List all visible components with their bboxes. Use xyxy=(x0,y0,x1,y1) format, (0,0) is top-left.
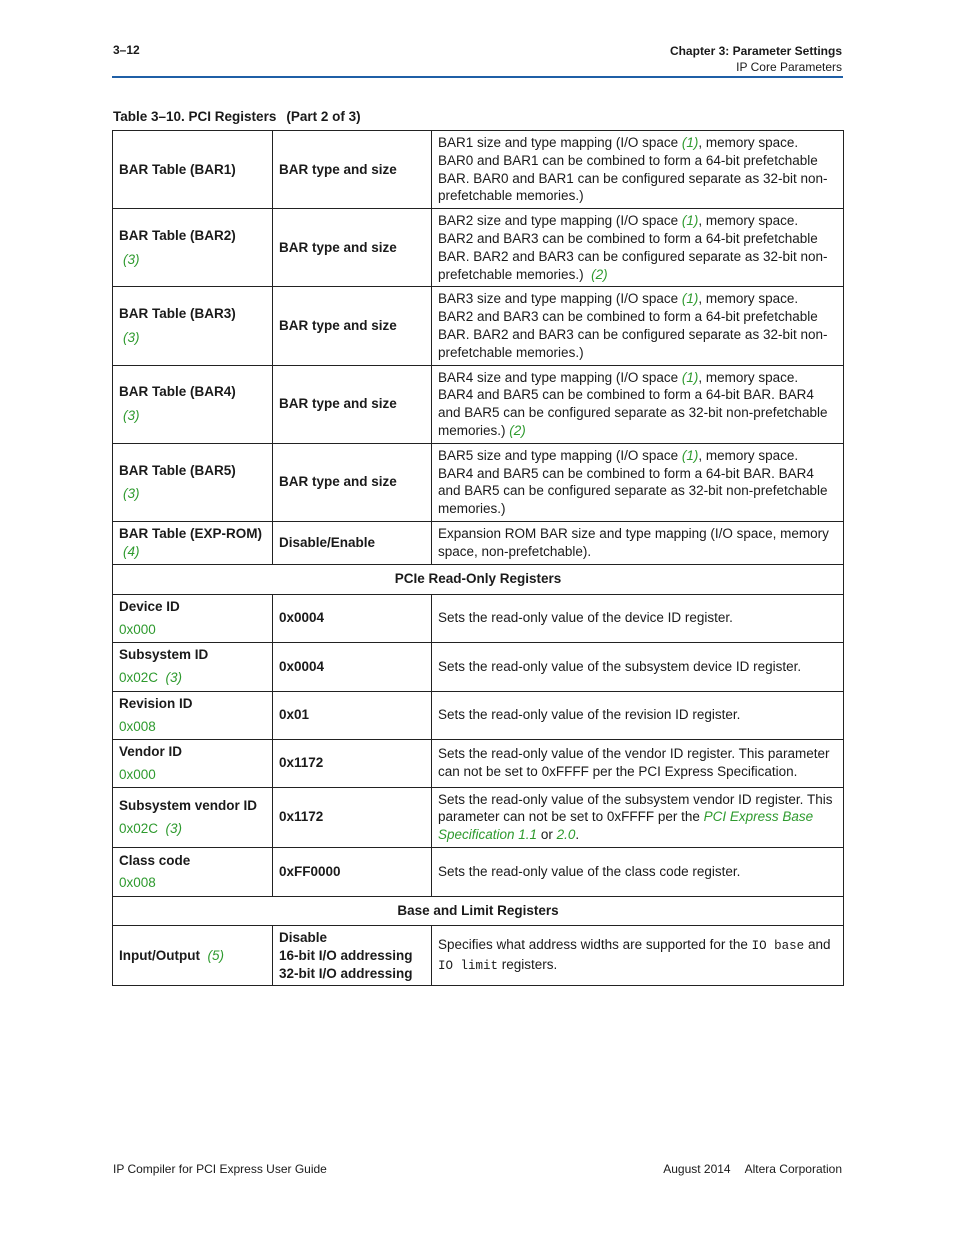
param-desc-cell: BAR4 size and type mapping (I/O space (1), memory space. BAR4 and BAR5 can be combined to form a 64-bit BAR. BAR4 and BAR5 can be configured separate as 32-bit non-prefetchable memories.) (2) xyxy=(432,365,844,443)
table-row xyxy=(113,739,844,787)
param-value-cell: BAR type and size xyxy=(273,209,432,287)
footnote-link[interactable]: (3) xyxy=(123,251,140,267)
footnote-link[interactable]: (1) xyxy=(681,135,699,150)
table-title: Table 3–10. PCI Registers xyxy=(113,109,277,124)
footnote-link[interactable]: (4) xyxy=(123,543,140,559)
table-row xyxy=(113,287,844,365)
param-desc-cell: BAR5 size and type mapping (I/O space (1), memory space. BAR4 and BAR5 can be combined to form a 64-bit BAR. BAR4 and BAR5 can be configured separate as 32-bit non-prefetchable memories.) xyxy=(432,443,844,521)
table-part: (Part 2 of 3) xyxy=(286,109,361,124)
param-name-cell: BAR Table (BAR2) (3) xyxy=(113,209,273,287)
param-name-cell: Device ID 0x000 xyxy=(113,594,273,642)
param-desc-cell: BAR1 size and type mapping (I/O space (1), memory space. BAR0 and BAR1 can be combined to form a 64-bit prefetchable BAR. BAR0 and BAR1 can be configured separate as 32-bit non-prefetchable memories.) xyxy=(432,131,844,209)
footer-date: August 2014 xyxy=(663,1162,731,1176)
chapter-title: Chapter 3: Parameter Settings xyxy=(669,44,842,58)
param-name-cell: Subsystem vendor ID 0x02C (3) xyxy=(113,787,273,847)
footnote-link[interactable]: (3) xyxy=(123,486,140,502)
param-desc-cell: Sets the read-only value of the revision ID register. xyxy=(432,691,844,739)
footnote-link[interactable]: (2) xyxy=(591,266,608,282)
param-name-cell: Revision ID 0x008 xyxy=(113,691,273,739)
param-value-cell: 0x01 xyxy=(273,691,432,739)
table-row xyxy=(113,925,844,985)
param-name-cell: BAR Table (BAR1) xyxy=(113,131,273,209)
page-number: 3–12 xyxy=(113,43,140,57)
table-row xyxy=(113,131,844,209)
footnote-link[interactable]: (1) xyxy=(681,291,699,307)
table-caption xyxy=(113,109,361,124)
param-value-cell: BAR type and size xyxy=(273,365,432,443)
register-offset: 0x008 xyxy=(119,718,156,734)
param-value-cell: Disable/Enable xyxy=(273,521,432,564)
param-desc-cell: Sets the read-only value of the device ID register. xyxy=(432,594,844,642)
param-desc-cell: BAR2 size and type mapping (I/O space (1), memory space. BAR2 and BAR3 can be combined to form a 64-bit prefetchable BAR. BAR2 and BAR3 can be configured separate as 32-bit non-prefetchable memories.) (2) xyxy=(432,209,844,287)
table-row xyxy=(113,521,844,564)
param-name-cell: Input/Output (5) xyxy=(113,925,273,985)
param-value-cell: 0x1172 xyxy=(273,739,432,787)
register-offset: 0x000 xyxy=(119,766,156,782)
param-name-cell: BAR Table (BAR4) (3) xyxy=(113,365,273,443)
register-offset: 0x000 xyxy=(119,621,156,637)
table-row xyxy=(113,787,844,847)
footnote-link[interactable]: (3) xyxy=(165,820,183,836)
param-value-cell: BAR type and size xyxy=(273,287,432,365)
param-desc-cell: Sets the read-only value of the vendor ID register. This parameter can not be set to 0xFFFF per the PCI Express Specification. xyxy=(432,739,844,787)
table-row xyxy=(113,691,844,739)
param-name-cell: Class code 0x008 xyxy=(113,847,273,896)
table-row xyxy=(113,443,844,521)
footnote-link[interactable]: (2) xyxy=(509,422,526,438)
running-header xyxy=(670,43,842,75)
param-name-cell: BAR Table (EXP-ROM) (4) xyxy=(113,521,273,564)
table-row xyxy=(113,847,844,896)
table-row xyxy=(113,642,844,691)
table-row xyxy=(113,209,844,287)
footnote-link[interactable]: (1) xyxy=(681,447,699,463)
footnote-link[interactable]: (1) xyxy=(681,369,699,385)
footnote-link[interactable]: (3) xyxy=(165,670,183,686)
param-desc-cell: Expansion ROM BAR size and type mapping (I/O space, memory space, non-prefetchable). xyxy=(432,521,844,564)
param-desc-cell: Sets the read-only value of the subsystem vendor ID register. This parameter can not be set to 0xFFFF per the PCI Express Base Specification 1.1 or 2.0. xyxy=(432,787,844,847)
footer-info xyxy=(663,1162,842,1176)
footnote-link[interactable]: (1) xyxy=(681,213,699,229)
section-heading: PCIe Read-Only Registers xyxy=(113,564,844,594)
register-offset: 0x02C xyxy=(119,820,159,836)
param-value-cell: 0x1172 xyxy=(273,787,432,847)
footer-document-title: IP Compiler for PCI Express User Guide xyxy=(113,1162,327,1176)
param-desc-cell: Sets the read-only value of the subsystem device ID register. xyxy=(432,642,844,691)
spec-link[interactable]: PCI Express Base Specification 1.1 xyxy=(438,809,814,843)
param-name-cell: Subsystem ID 0x02C (3) xyxy=(113,642,273,691)
footnote-link[interactable]: (3) xyxy=(123,329,140,345)
param-name-cell: BAR Table (BAR5) (3) xyxy=(113,443,273,521)
param-value-cell: 0xFF0000 xyxy=(273,847,432,896)
param-value-cell: Disable 16-bit I/O addressing 32-bit I/O addressing xyxy=(273,925,432,985)
param-value-cell: 0x0004 xyxy=(273,642,432,691)
register-offset: 0x02C xyxy=(119,670,159,686)
code-io-limit: IO limit xyxy=(438,958,499,973)
section-row xyxy=(113,564,844,594)
table-row xyxy=(113,365,844,443)
footer-company: Altera Corporation xyxy=(744,1162,842,1176)
param-desc-cell: Sets the read-only value of the class code register. xyxy=(432,847,844,896)
pci-registers-table xyxy=(112,130,844,986)
param-desc-cell: BAR3 size and type mapping (I/O space (1), memory space. BAR2 and BAR3 can be combined to form a 64-bit prefetchable BAR. BAR2 and BAR3 can be configured separate as 32-bit non-prefetchable memories.) xyxy=(432,287,844,365)
footnote-link[interactable]: (3) xyxy=(123,408,140,424)
code-io-base: IO base xyxy=(751,938,805,953)
footnote-link[interactable]: (5) xyxy=(207,947,224,963)
param-value-cell: 0x0004 xyxy=(273,594,432,642)
param-name-cell: BAR Table (BAR3) (3) xyxy=(113,287,273,365)
header-rule xyxy=(112,76,843,78)
section-row xyxy=(113,896,844,925)
register-offset: 0x008 xyxy=(119,875,156,891)
param-name-cell: Vendor ID 0x000 xyxy=(113,739,273,787)
section-title: IP Core Parameters xyxy=(736,60,842,74)
table-row xyxy=(113,594,844,642)
param-value-cell: BAR type and size xyxy=(273,131,432,209)
spec-link[interactable]: 2.0 xyxy=(556,827,576,843)
param-value-cell: BAR type and size xyxy=(273,443,432,521)
section-heading: Base and Limit Registers xyxy=(113,896,844,925)
param-desc-cell: Specifies what address widths are supported for the IO base and IO limit registers. xyxy=(432,925,844,985)
